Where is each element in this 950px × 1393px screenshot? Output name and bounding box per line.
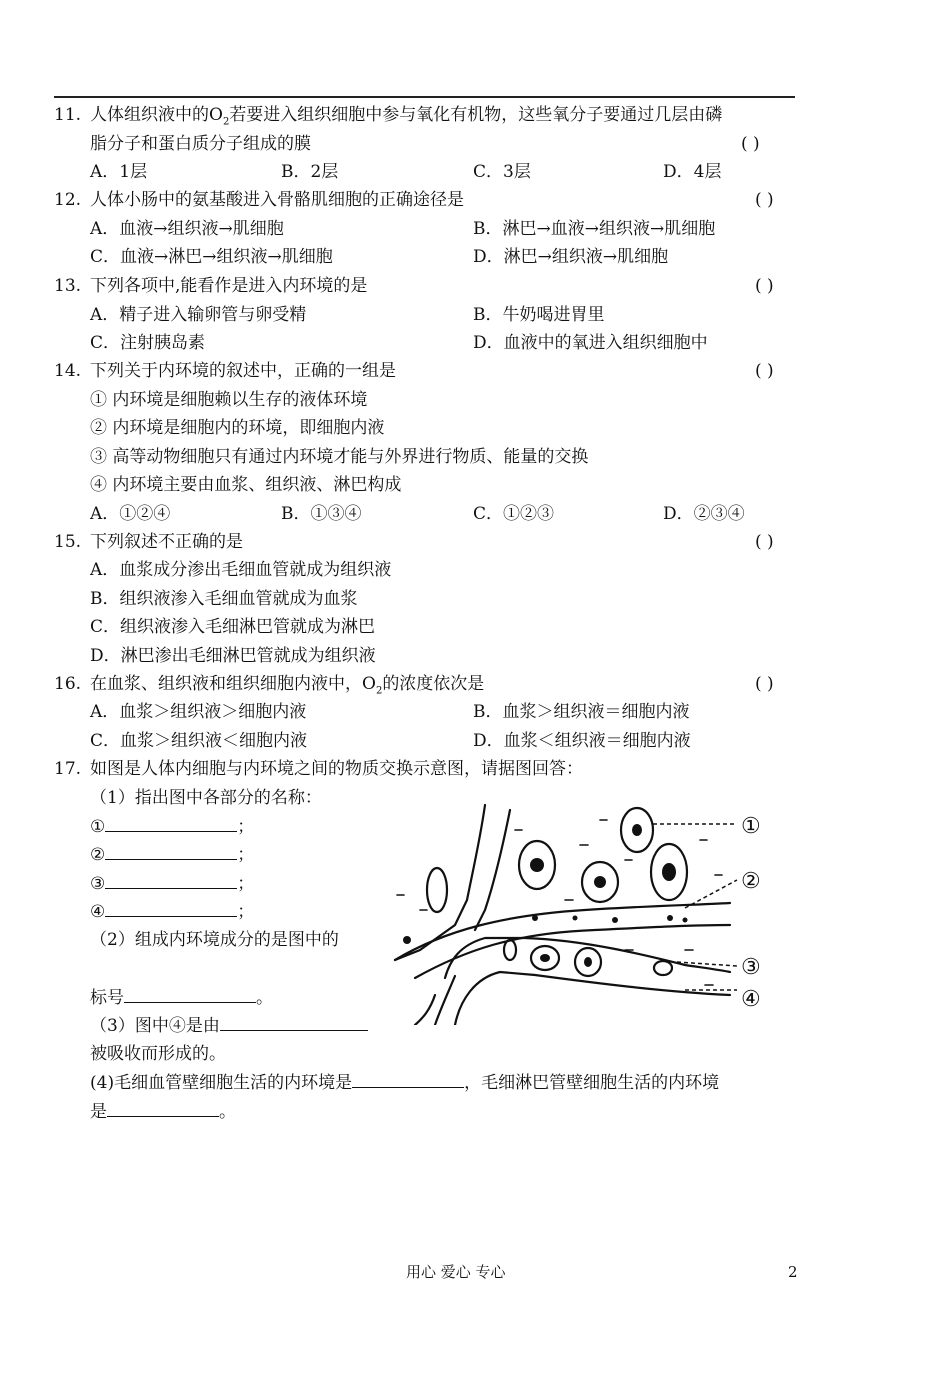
- sub-question-2: （2）组成内环境成分的是图中的: [90, 930, 339, 950]
- answer-bracket: ( ): [741, 134, 760, 154]
- answer-bracket: ( ): [755, 674, 774, 694]
- page-number: 2: [788, 1263, 798, 1281]
- option: D．4层: [663, 162, 722, 182]
- option: C．组织液渗入毛细淋巴管就成为淋巴: [90, 617, 376, 637]
- figure-label-2: ②: [741, 869, 761, 894]
- option: D．淋巴渗出毛细淋巴管就成为组织液: [90, 646, 376, 666]
- option: B．①③④: [281, 504, 362, 524]
- name-blank-1: ① ；: [90, 817, 255, 837]
- answer-blank[interactable]: [105, 843, 237, 860]
- statement: ③ 高等动物细胞只有通过内环境才能与外界进行物质、能量的交换: [90, 447, 589, 467]
- figure-label-3: ③: [741, 955, 761, 980]
- answer-bracket: ( ): [755, 276, 774, 296]
- answer-blank[interactable]: [124, 986, 256, 1003]
- answer-blank[interactable]: [105, 872, 237, 889]
- question-13-stem: 13. 下列各项中,能看作是进入内环境的是: [54, 276, 368, 296]
- option: A．血液→组织液→肌细胞: [90, 219, 284, 239]
- option: C．①②③: [473, 504, 555, 524]
- answer-bracket: ( ): [755, 532, 774, 552]
- question-15-stem: 15. 下列叙述不正确的是: [54, 532, 243, 552]
- answer-bracket: ( ): [755, 190, 774, 210]
- name-blank-3: ③ ；: [90, 874, 255, 894]
- option: D．淋巴→组织液→肌细胞: [473, 247, 669, 267]
- option: B．淋巴→血液→组织液→肌细胞: [473, 219, 716, 239]
- option: D．血液中的氧进入组织细胞中: [473, 333, 708, 353]
- option: A．①②④: [90, 504, 171, 524]
- sub-question-4-cont: 是 。: [90, 1102, 236, 1122]
- statement: ① 内环境是细胞赖以生存的液体环境: [90, 390, 368, 410]
- question-14-stem: 14. 下列关于内环境的叙述中，正确的一组是: [54, 361, 396, 381]
- statement: ④ 内环境主要由血浆、组织液、淋巴构成: [90, 475, 402, 495]
- option: A．血浆成分渗出毛细血管就成为组织液: [90, 560, 392, 580]
- sub-question-4: (4)毛细血管壁细胞生活的内环境是 ，毛细淋巴管壁细胞生活的内环境: [90, 1073, 720, 1093]
- figure-label-1: ①: [741, 814, 761, 839]
- cell-exchange-diagram: [385, 800, 785, 1025]
- sub-question-3-cont: 被吸收而形成的。: [90, 1044, 226, 1064]
- statement: ② 内环境是细胞内的环境，即细胞内液: [90, 418, 385, 438]
- option: D．血浆＜组织液＝细胞内液: [473, 731, 691, 751]
- option: B．血浆＞组织液＝细胞内液: [473, 702, 690, 722]
- option: C．血液→淋巴→组织液→肌细胞: [90, 247, 333, 267]
- answer-blank[interactable]: [107, 1100, 219, 1117]
- answer-bracket: ( ): [755, 361, 774, 381]
- question-17-stem: 17. 如图是人体内细胞与内环境之间的物质交换示意图，请据图回答：: [54, 759, 583, 779]
- question-12-stem: 12. 人体小肠中的氨基酸进入骨骼肌细胞的正确途径是: [54, 190, 464, 210]
- option: B．牛奶喝进胃里: [473, 305, 605, 325]
- option: A．血浆＞组织液＞细胞内液: [90, 702, 307, 722]
- sub-question-2-answer: 标号 。: [90, 988, 273, 1008]
- option: B．组织液渗入毛细血管就成为血浆: [90, 589, 358, 609]
- name-blank-2: ② ；: [90, 845, 255, 865]
- option: C．血浆＞组织液＜细胞内液: [90, 731, 308, 751]
- option: C．3层: [473, 162, 531, 182]
- footer-slogan: 用心 爱心 专心: [406, 1263, 506, 1281]
- answer-blank[interactable]: [105, 900, 237, 917]
- answer-blank[interactable]: [220, 1014, 368, 1031]
- option: D．②③④: [663, 504, 745, 524]
- question-11-stem-cont: 脂分子和蛋白质分子组成的膜: [90, 134, 311, 154]
- name-blank-4: ④ ；: [90, 902, 255, 922]
- question-16-stem: 16. 在血浆、组织液和组织细胞内液中，$O_2$的浓度依次是: [54, 674, 485, 697]
- option: A．1层: [90, 162, 148, 182]
- answer-blank[interactable]: [105, 815, 237, 832]
- option: A．精子进入输卵管与卵受精: [90, 305, 307, 325]
- question-11-stem: 11. 人体组织液中的$O_2$若要进入组织细胞中参与氧化有机物，这些氧分子要通过几层由磷: [54, 105, 723, 128]
- option: C．注射胰岛素: [90, 333, 206, 353]
- option: B．2层: [281, 162, 339, 182]
- sub-question-1: （1）指出图中各部分的名称：: [90, 788, 322, 808]
- header-rule: [54, 96, 795, 98]
- answer-blank[interactable]: [352, 1071, 464, 1088]
- figure-label-4: ④: [741, 987, 761, 1012]
- sub-question-3: （3）图中④是由: [90, 1014, 368, 1037]
